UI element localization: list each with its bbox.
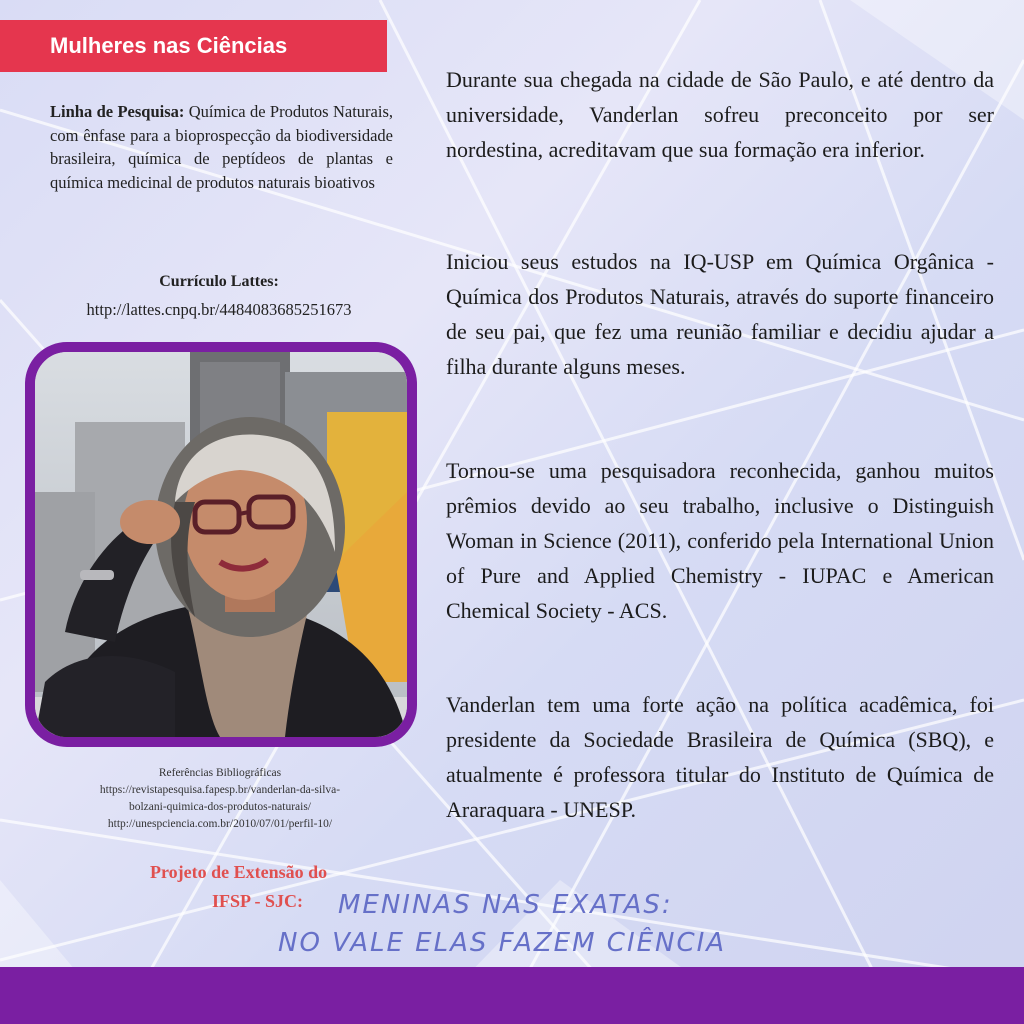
slogan-line1: MENINAS NAS EXATAS: [338,890,673,920]
paragraph-politics: Vanderlan tem uma forte ação na política acadêmica, foi presidente da Sociedade Brasileira de Química (SBQ), e atualmente é professora titular do Instituto de Química de Araraquara - UNESP. [446,692,994,822]
reference-line[interactable]: http://unespciencia.com.br/2010/07/01/perfil-10/ [107,818,333,830]
portrait-illustration [35,352,407,737]
lattes-link[interactable]: http://lattes.cnpq.br/4484083685251673 [86,300,352,319]
reference-line[interactable]: bolzani-quimica-dos-produtos-naturais/ [128,801,312,813]
paragraph-studies: Iniciou seus estudos na IQ-USP em Química Orgânica - Química dos Produtos Naturais, através do suporte financeiro de seu pai, que fez uma reunião familiar e decidiu ajudar a filha durante alguns meses. [446,249,994,379]
portrait-photo [25,342,417,747]
paragraph-arrival: Durante sua chegada na cidade de São Paulo, e até dentro da universidade, Vanderlan sofreu preconceito por ser nordestina, acreditavam que sua formação era inferior. [446,67,994,162]
research-text: Química de Produtos Naturais, com ênfase para a bioprospecção da biodiversidade brasileira, química de peptídeos de plantas e química medicinal de produtos naturais bioativos [50,102,393,192]
paragraph-recognition: Tornou-se uma pesquisadora reconhecida, ganhou muitos prêmios devido ao seu trabalho, inclusive o Distinguish Woman in Science (2011), conferido pela International Union of Pure and Applied Chemistry - IUPAC e American Chemical Society - ACS. [446,458,994,623]
slogan-line2: NO VALE ELAS FAZEM CIÊNCIA [278,928,727,958]
reference-line[interactable]: https://revistapesquisa.fapesp.br/vanderlan-da-silva- [99,784,341,796]
references [50,765,390,833]
project-title-line2: IFSP - SJC: [212,891,304,911]
footer-bar [0,967,1024,1024]
lattes-label: Currículo Lattes: [159,273,279,290]
references-title: Referências Bibliográficas [158,767,282,779]
banner-title: Mulheres nas Ciências [50,33,288,58]
research-line [50,100,393,194]
project-title-line1: Projeto de Extensão do [150,862,328,882]
section-banner [0,20,387,72]
research-label: Linha de Pesquisa: [50,102,185,121]
